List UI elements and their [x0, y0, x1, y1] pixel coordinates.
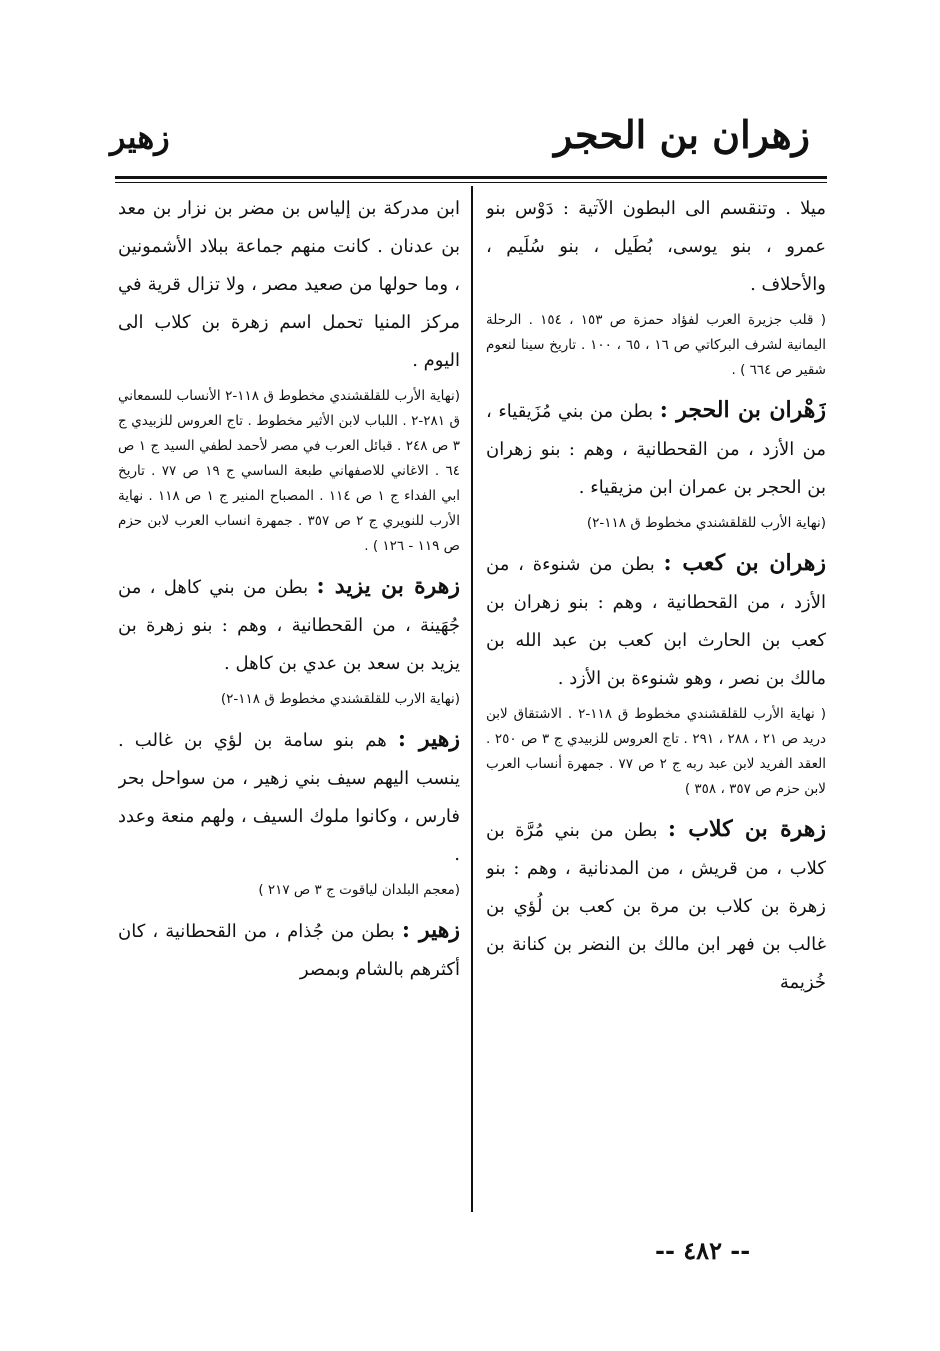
right-column [486, 190, 826, 1210]
entry-zuhayr-judham [118, 911, 460, 989]
entry-body: بطن من بني مُرَّة بن كلاب ، من قريش ، من المدنانية ، وهم : بنو زهرة بن كلاب بن مرة بن كعب بن لُؤي بن غالب بن فهر ابن مالك بن النضر بن كنانة بن خُزيمة [486, 820, 826, 993]
header-rule-thick [115, 176, 827, 179]
entry-zahran-bin-kaab [486, 544, 826, 698]
entry-body: هم بنو سامة بن لؤي بن غالب . ينسب اليهم سيف بني زهير ، من سواحل بحر فارس ، وكانوا ملوك السيف ، ولهم منعة وعدد . [118, 730, 460, 865]
entry-zuhra-bin-kilab [486, 810, 826, 1002]
entry-zuhayr-sama [118, 720, 460, 874]
entry-headword: زهرة بن كلاب : [667, 816, 826, 842]
page-number: -- ٤٨٢ -- [655, 1236, 751, 1265]
entry-reference: (نهاية الأرب للقلقشندي مخطوط ق ١١٨-٢) [586, 515, 826, 531]
intro-reference: ( قلب جزيرة العرب لفؤاد حمزة ص ١٥٣ ، ١٥٤ . الرحلة اليمانية لشرف البركاتي ص ١٦ ، ٦٥ ، ١٠٠ . تاريخ سينا لنعوم شقير ص ٦٦٤ ) . [486, 312, 826, 378]
entry-reference: ( نهاية الأرب للقلقشندي مخطوط ق ١١٨-٢ . الاشتقاق لابن دريد ص ٢١ ، ٢٨٨ ، ٢٩١ . تاج العروس للزبيدي ج ٣ ص ٢٥٠ . العقد الفريد لابن عبد ربه ج ٢ ص ٧٧ . جمهرة أنساب العرب لابن حزم ص ٣٥٧ ، ٣٥٨ ) [486, 706, 826, 797]
entry-zuhra-bin-yazid [118, 567, 460, 683]
continued-reference: (نهاية الأرب للقلقشندي مخطوط ق ١١٨-٢ الأنساب للسمعاني ق ٢٨١-٢ . اللباب لابن الأثير مخطوط . تاج العروس للزبيدي ج ٣ ص ٢٤٨ . قبائل العرب في مصر لأحمد لطفي السيد ج ١ ص ٦٤ . الاغاني للاصفهاني طبعة الساسي ج ١٩ ص ٧٧ . تاريخ ابي الفداء ج ١ ص ١١٤ . المصباح المنير ج ١ ص ١١٨ . نهاية الأرب للنويري ج ٢ ص ٣٥٧ . جمهرة انساب العرب لابن حزم ص ١١٩ - ١٢٦ ) . [118, 388, 460, 554]
intro-paragraph: ميلا . وتنقسم الى البطون الآتية : دَوْس بنو عمرو ، بنو يوسى، بُطَيل ، بنو سُلَيم ، والأحلاف . [486, 198, 826, 295]
entry-headword: زهران بن كعب : [663, 550, 826, 576]
entry-headword: زهير : [401, 917, 460, 943]
entry-body: بطن من بني كاهل ، من جُهَينة ، من القحطانية ، وهم : بنو زهرة بن يزيد بن سعد بن عدي بن كاهل . [118, 577, 460, 674]
header-title-right: زهران بن الحجر [554, 112, 810, 157]
left-column [118, 190, 460, 1210]
column-divider [471, 186, 473, 1212]
header-title-left: زهير [110, 118, 170, 156]
continued-paragraph: ابن مدركة بن إلياس بن مضر بن نزار بن معد بن عدنان . كانت منهم جماعة ببلاد الأشمونين ، وما حولها من صعيد مصر ، ولا تزال قرية في مركز المنيا تحمل اسم زهرة بن كلاب الى اليوم . [118, 198, 460, 371]
entry-headword: زَهْران بن الحجر : [659, 397, 826, 423]
entry-body: بطن من جُذام ، من القحطانية ، كان أكثرهم بالشام وبمصر [118, 921, 460, 980]
entry-body: بطن من شنوءة ، من الأزد ، من القحطانية ، وهم : بنو زهران بن كعب بن الحارث ابن كعب بن عبد الله بن مالك بن نصر ، وهو شنوءة بن الأزد . [486, 554, 826, 689]
entry-headword: زهير : [397, 726, 460, 752]
entry-zahran-bin-alhajr [486, 391, 826, 507]
header-rule-thin [115, 182, 827, 183]
entry-headword: زهرة بن يزيد : [316, 573, 460, 599]
entry-reference: (نهاية الارب للقلقشندي مخطوط ق ١١٨-٢) [220, 691, 460, 707]
entry-body: بطن من بني مُزَيقياء ، من الأزد ، من القحطانية ، وهم : بنو زهران بن الحجر بن عمران ابن مزيقياء . [486, 401, 826, 498]
entry-reference: (معجم البلدان لياقوت ج ٣ ص ٢١٧ ) [258, 882, 460, 898]
